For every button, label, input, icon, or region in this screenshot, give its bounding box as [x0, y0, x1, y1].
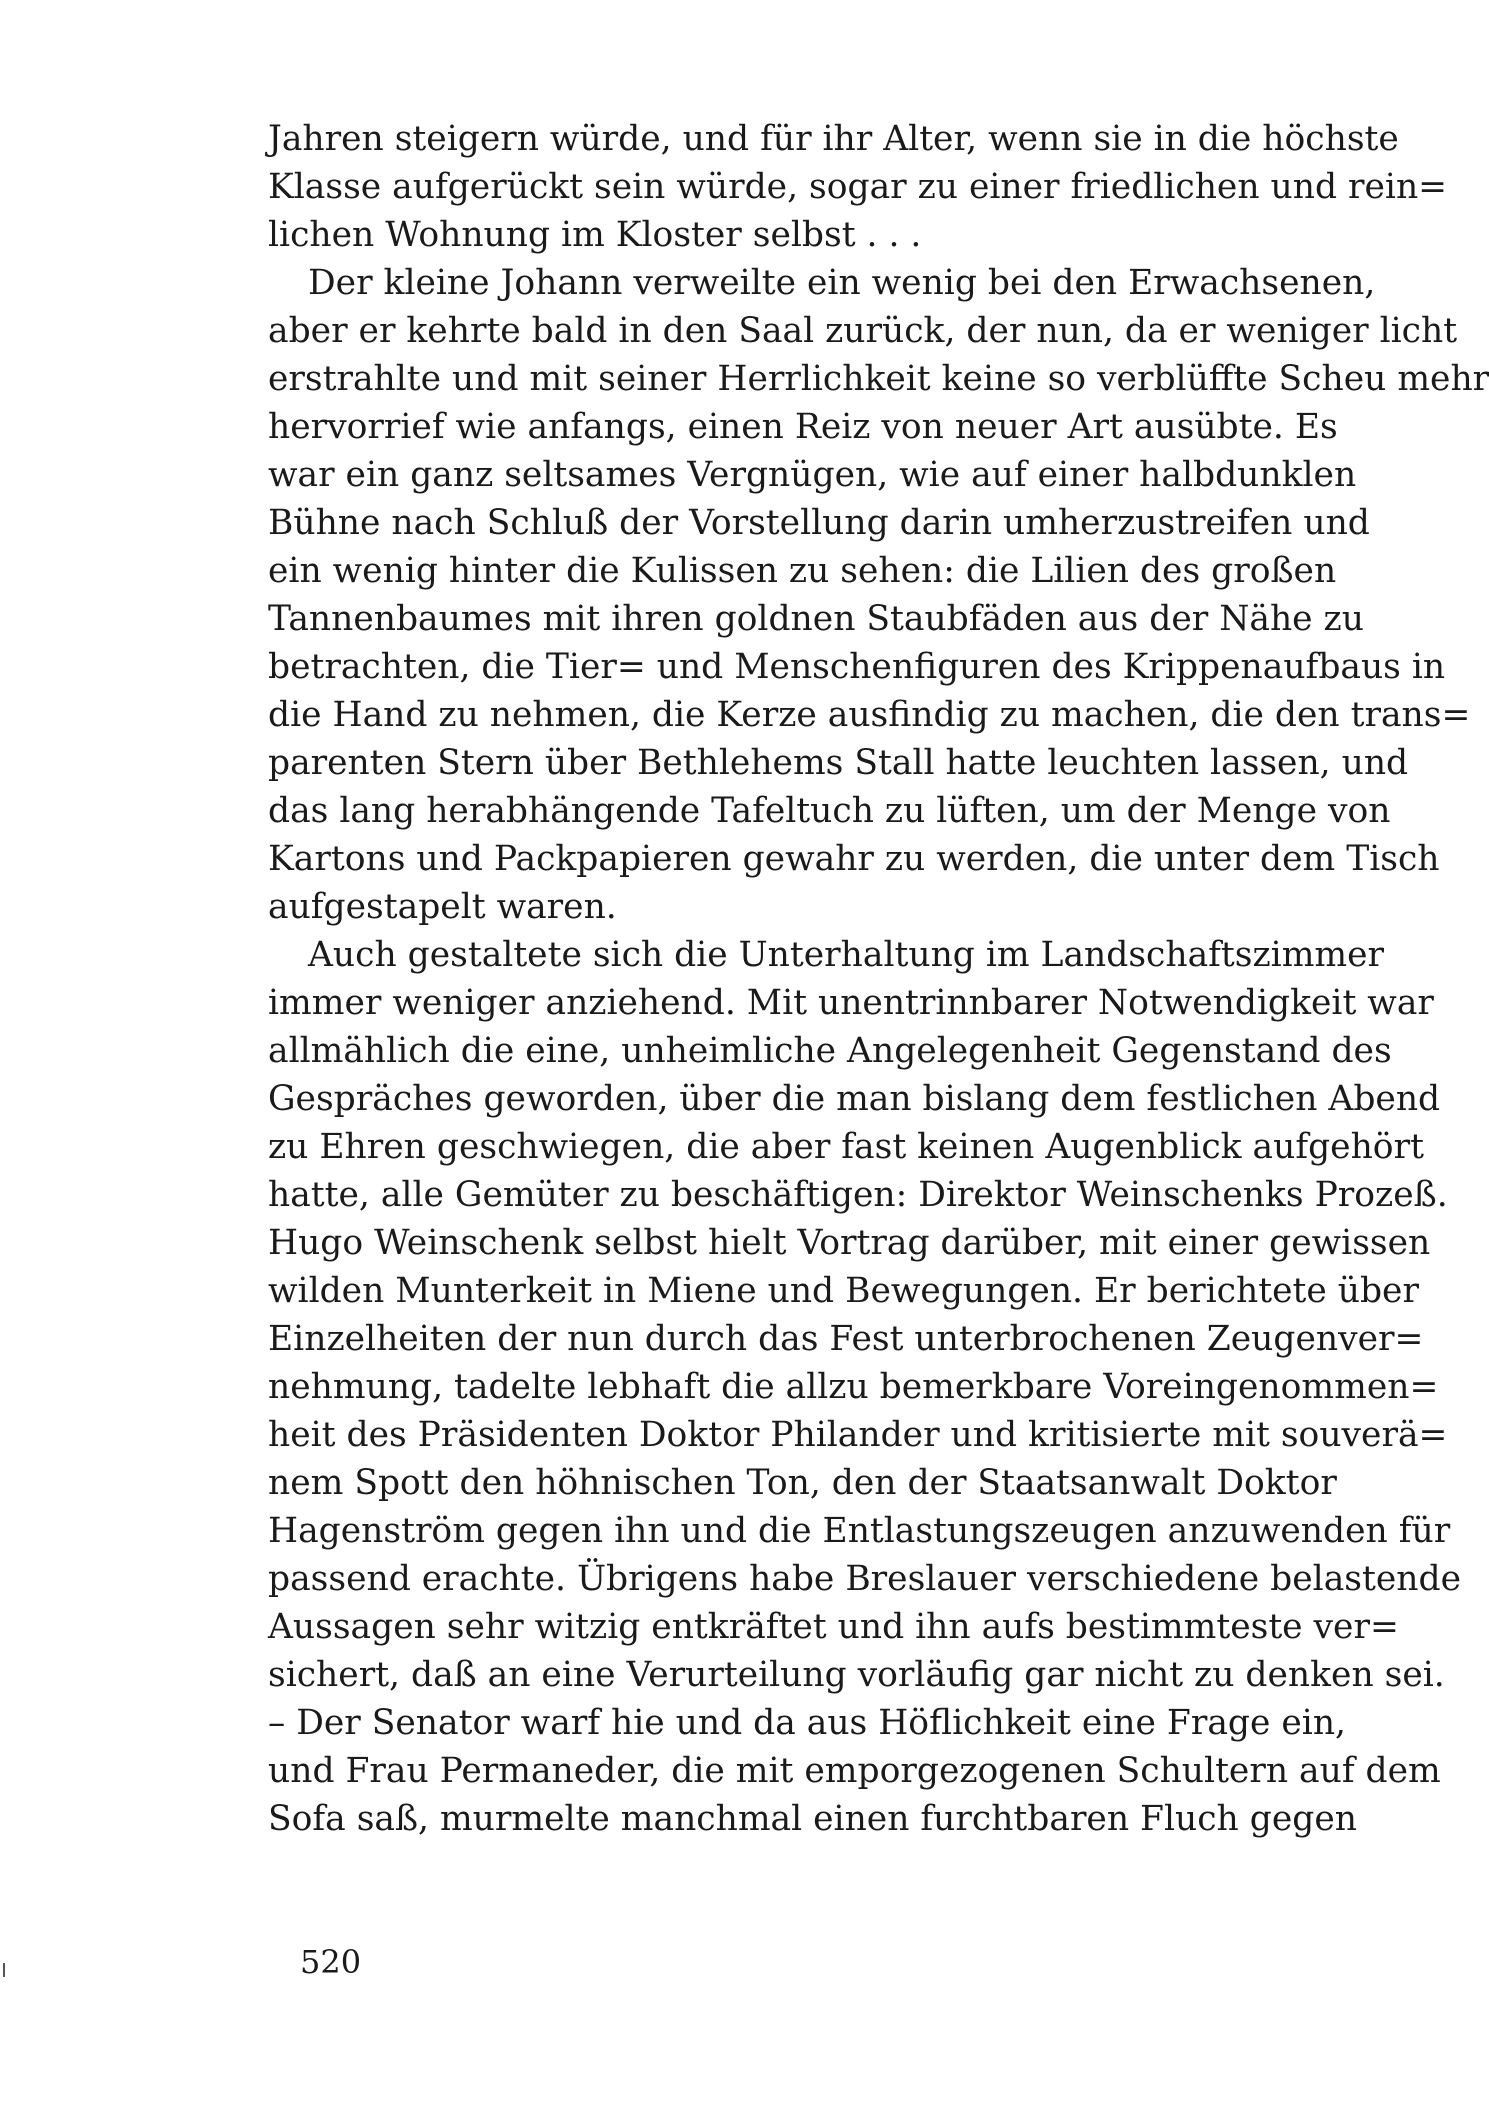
text-line: parenten Stern über Bethlehems Stall hatte leuchten lassen, und — [268, 743, 1409, 783]
text-line: aber er kehrte bald in den Saal zurück, der nun, da er weniger licht — [268, 311, 1458, 351]
text-line: immer weniger anziehend. Mit unentrinnbarer Notwendigkeit war — [268, 983, 1434, 1023]
text-line: war ein ganz seltsames Vergnügen, wie auf einer halbdunklen — [268, 455, 1357, 495]
text-line: Auch gestaltete sich die Unterhaltung im Landschaftszimmer — [308, 935, 1385, 975]
text-line: Klasse aufgerückt sein würde, sogar zu einer friedlichen und rein= — [268, 167, 1448, 207]
text-line: Bühne nach Schluß der Vorstellung darin umherzustreifen und — [268, 503, 1370, 543]
text-line: Gespräches geworden, über die man bislang dem festlichen Abend — [268, 1079, 1441, 1119]
text-line: nem Spott den höhnischen Ton, den der Staatsanwalt Doktor — [268, 1463, 1337, 1503]
text-line: zu Ehren geschwiegen, die aber fast keinen Augenblick aufgehört — [268, 1127, 1424, 1167]
body-text — [268, 115, 1489, 1843]
text-line: hatte, alle Gemüter zu beschäftigen: Direktor Weinschenks Prozeß. — [268, 1175, 1448, 1215]
text-line: heit des Präsidenten Doktor Philander und kritisierte mit souverä= — [268, 1415, 1448, 1455]
text-line: betrachten, die Tier= und Menschenfiguren des Krippenaufbaus in — [268, 647, 1446, 687]
text-line: erstrahlte und mit seiner Herrlichkeit keine so verblüffte Scheu mehr — [268, 359, 1489, 399]
text-line: Kartons und Packpapieren gewahr zu werden, die unter dem Tisch — [268, 839, 1440, 879]
text-line: Der kleine Johann verweilte ein wenig bei den Erwachsenen, — [308, 263, 1376, 303]
text-line: Hagenström gegen ihn und die Entlastungszeugen anzuwenden für — [268, 1511, 1451, 1551]
text-line: Hugo Weinschenk selbst hielt Vortrag darüber, mit einer gewissen — [268, 1223, 1431, 1263]
text-line: aufgestapelt waren. — [268, 887, 617, 927]
margin-mark — [3, 1963, 5, 1977]
text-line: passend erachte. Übrigens habe Breslauer verschiedene belastende — [268, 1559, 1461, 1599]
text-line: Einzelheiten der nun durch das Fest unterbrochenen Zeugenver= — [268, 1319, 1424, 1359]
text-line: Tannenbaumes mit ihren goldnen Staubfäden aus der Nähe zu — [268, 599, 1364, 639]
text-line: sichert, daß an eine Verurteilung vorläufig gar nicht zu denken sei. — [268, 1655, 1445, 1695]
text-line: – Der Senator warf hie und da aus Höflichkeit eine Frage ein, — [268, 1703, 1347, 1743]
text-line: allmählich die eine, unheimliche Angelegenheit Gegenstand des — [268, 1031, 1392, 1071]
text-line: Aussagen sehr witzig entkräftet und ihn aufs bestimmteste ver= — [268, 1607, 1399, 1647]
text-line: ein wenig hinter die Kulissen zu sehen: die Lilien des großen — [268, 551, 1337, 591]
text-line: und Frau Permaneder, die mit emporgezogenen Schultern auf dem — [268, 1751, 1441, 1791]
text-line: hervorrief wie anfangs, einen Reiz von neuer Art ausübte. Es — [268, 407, 1338, 447]
text-line: Jahren steigern würde, und für ihr Alter, wenn sie in die höchste — [268, 119, 1399, 159]
text-line: die Hand zu nehmen, die Kerze ausfindig zu machen, die den trans= — [268, 695, 1471, 735]
text-line: lichen Wohnung im Kloster selbst . . . — [268, 215, 922, 255]
page-number: 520 — [300, 1943, 362, 1981]
text-line: nehmung, tadelte lebhaft die allzu bemerkbare Voreingenommen= — [268, 1367, 1439, 1407]
text-line: Sofa saß, murmelte manchmal einen furchtbaren Fluch gegen — [268, 1799, 1357, 1839]
text-line: wilden Munterkeit in Miene und Bewegungen. Er berichtete über — [268, 1271, 1419, 1311]
text-line: das lang herabhängende Tafeltuch zu lüften, um der Menge von — [268, 791, 1391, 831]
